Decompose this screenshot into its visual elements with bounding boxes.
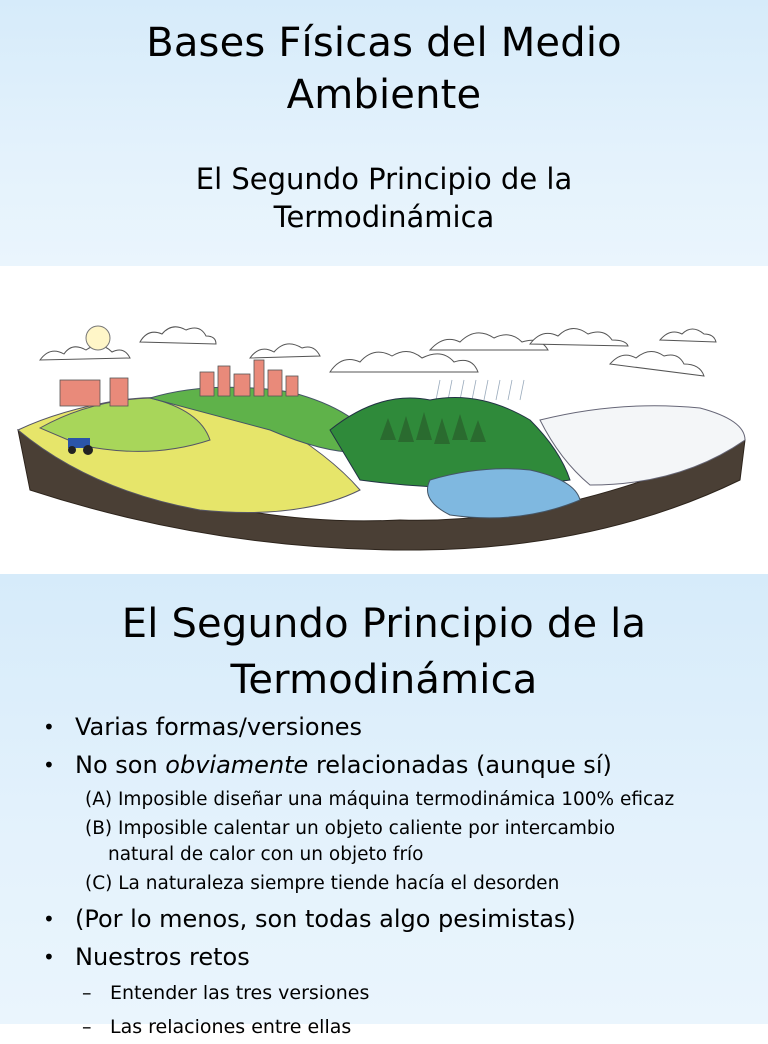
dash-item-text: Entender las tres versiones bbox=[110, 982, 370, 1004]
bullet-text: No son bbox=[75, 751, 166, 779]
dash-item bbox=[0, 976, 768, 1010]
dash-item-text: Las relaciones entre ellas bbox=[110, 1016, 352, 1038]
landscape-illustration bbox=[0, 280, 768, 570]
title-line: Ambiente bbox=[286, 72, 482, 118]
subtitle-line: El Segundo Principio de la bbox=[195, 162, 573, 196]
title-slide bbox=[0, 0, 768, 266]
clouds bbox=[40, 327, 716, 376]
bullet-item bbox=[0, 938, 768, 976]
bullet-item bbox=[0, 746, 768, 784]
dash-item bbox=[0, 1010, 768, 1044]
content-slide bbox=[0, 574, 768, 1038]
slide-title bbox=[0, 17, 768, 121]
sub-item bbox=[0, 816, 768, 868]
bullet-list bbox=[0, 708, 768, 1044]
sub-item-text: (C) La naturaleza siempre tiende hacía el desorden bbox=[85, 873, 560, 894]
bullet-item bbox=[0, 708, 768, 746]
sub-item-text: (A) Imposible diseñar una máquina termodinámica 100% eficaz bbox=[85, 789, 675, 810]
rain-icon bbox=[436, 380, 524, 400]
title-line: El Segundo Principio de la bbox=[121, 601, 647, 647]
slide-title bbox=[0, 596, 768, 708]
sub-item bbox=[0, 871, 768, 897]
sun-icon bbox=[86, 326, 110, 350]
title-line: Bases Físicas del Medio bbox=[146, 20, 622, 66]
sub-item-text: natural de calor con un objeto frío bbox=[108, 844, 424, 865]
bullet-text: Nuestros retos bbox=[75, 943, 250, 971]
bullet-text: (Por lo menos, son todas algo pesimistas) bbox=[75, 905, 576, 933]
slide-subtitle bbox=[0, 160, 768, 236]
bullet-emphasis: obviamente bbox=[165, 751, 309, 779]
title-line: Termodinámica bbox=[230, 657, 538, 703]
bullet-text: Varias formas/versiones bbox=[75, 713, 363, 741]
bullet-item bbox=[0, 900, 768, 938]
sub-item-text: (B) Imposible calentar un objeto caliente por intercambio bbox=[85, 818, 616, 839]
sub-item bbox=[0, 787, 768, 813]
bullet-text: relacionadas (aunque sí) bbox=[308, 751, 612, 779]
subtitle-line: Termodinámica bbox=[273, 200, 495, 234]
